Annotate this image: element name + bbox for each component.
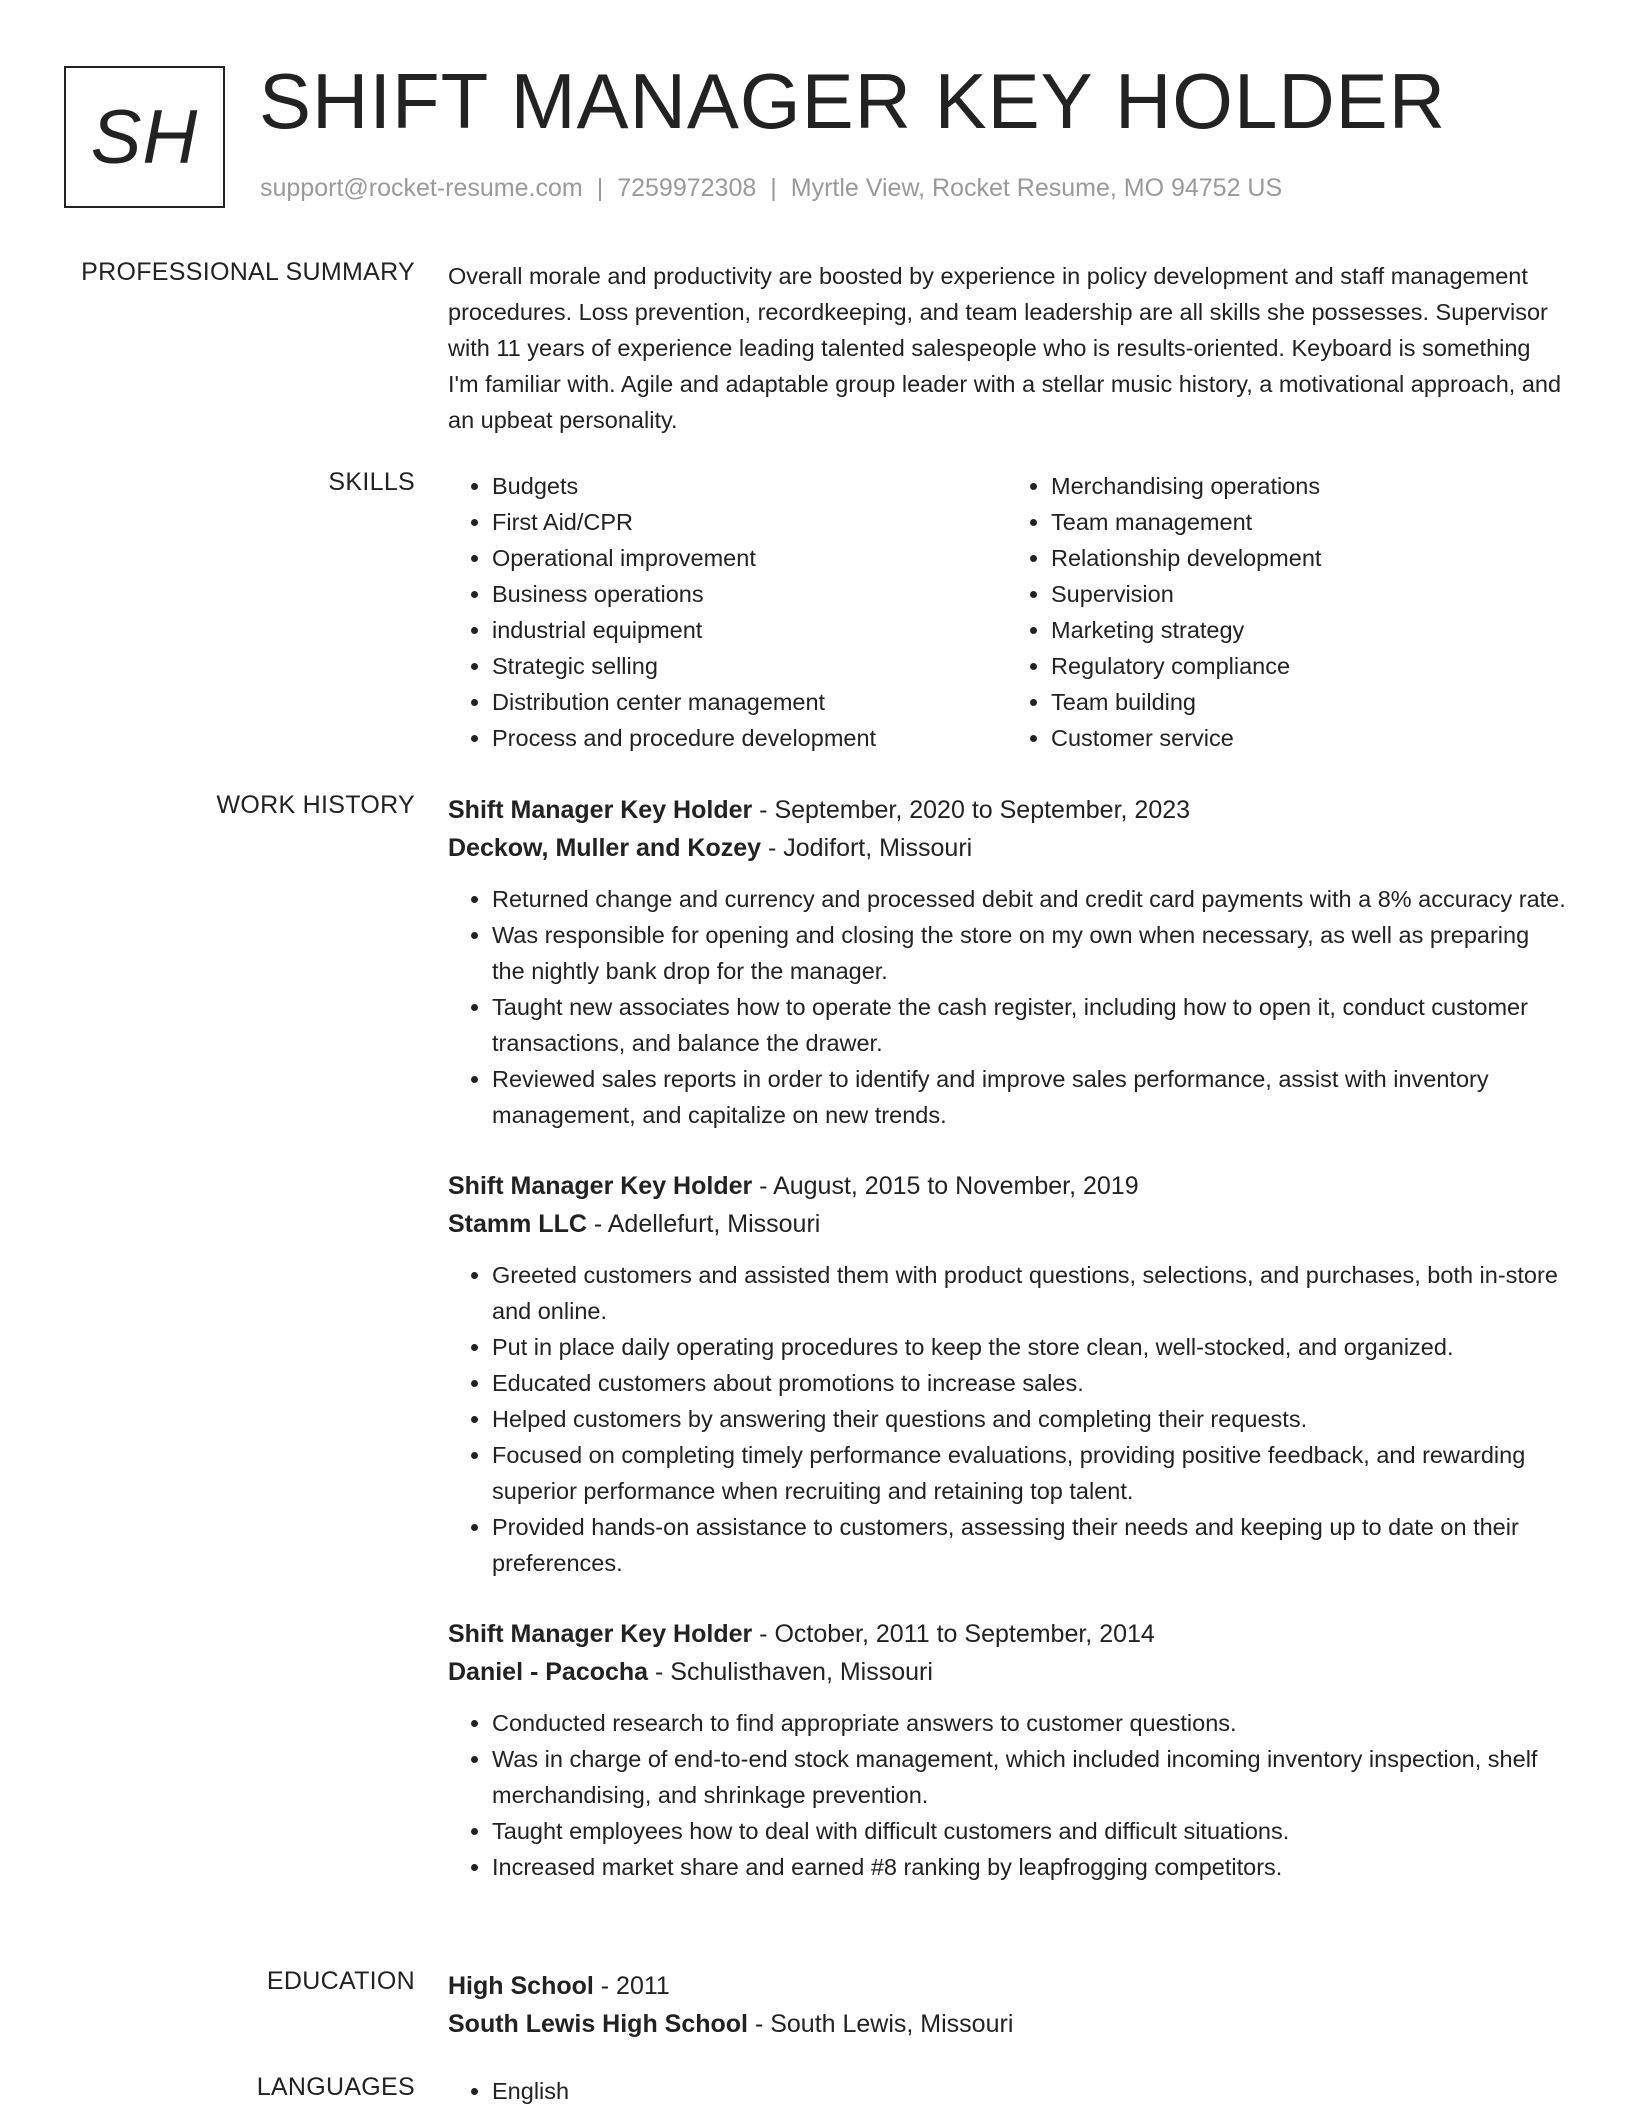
education-school-line (448, 2005, 1566, 2043)
section-label-skills: SKILLS (328, 468, 415, 496)
job-location: - Jodifort, Missouri (761, 834, 973, 862)
section-label-work: WORK HISTORY (216, 791, 415, 819)
job-entry (448, 1167, 1566, 1581)
education-year: - 2011 (593, 1972, 670, 2000)
education-school: South Lewis High School (448, 2010, 748, 2038)
section-label-languages: LANGUAGES (256, 2073, 415, 2101)
list-item: • Returned change and currency and processed debit and credit card payments with a 8% accuracy rate. (492, 881, 1566, 917)
list-item: • Focused on completing timely performance evaluations, providing positive feedback, and rewarding superior performance when recruiting and retaining top talent. (492, 1437, 1566, 1509)
list-item: • Greeted customers and assisted them with product questions, selections, and purchases, both in-store and online. (492, 1257, 1566, 1329)
list-item: • Educated customers about promotions to increase sales. (492, 1365, 1566, 1401)
list-item: • Conducted research to find appropriate answers to customer questions. (492, 1705, 1566, 1741)
job-title-line (448, 791, 1566, 829)
languages-body (448, 2073, 1566, 2109)
skills-list-right (1007, 468, 1566, 756)
job-title: Shift Manager Key Holder (448, 1620, 753, 1648)
list-item: • Distribution center management (492, 684, 1007, 720)
skills-body (448, 468, 1566, 756)
job-company: Daniel - Pacocha (448, 1658, 649, 1686)
list-item: • Team building (1051, 684, 1566, 720)
contact-email: support@rocket-resume.com (260, 174, 583, 202)
contact-separator: | (596, 174, 604, 202)
job-title: Shift Manager Key Holder (448, 796, 753, 824)
summary-text: Overall morale and productivity are boosted by experience in policy development and staff management procedures. Loss prevention, recordkeeping, and team leadership are all skills she possesses. Supervisor with 11 years of experience leading talented salespeople who is results-oriented. Keyboard is something I'm familiar with. Agile and adaptable group leader with a stellar music history, a motivational approach, and an upbeat personality. (448, 263, 1562, 433)
list-item: • English (492, 2073, 1566, 2109)
list-item: • Regulatory compliance (1051, 648, 1566, 684)
list-item: • Business operations (492, 576, 1007, 612)
list-item: • Strategic selling (492, 648, 1007, 684)
contact-separator: | (770, 174, 777, 202)
job-company: Stamm LLC (448, 1210, 587, 1238)
contact-address: Myrtle View, Rocket Resume, MO 94752 US (790, 174, 1283, 202)
summary-body (448, 258, 1566, 438)
education-body (448, 1967, 1566, 2043)
list-item: • Budgets (492, 468, 1007, 504)
list-item: • Process and procedure development (492, 720, 1007, 756)
job-company-line (448, 1653, 1566, 1691)
education-location: - South Lewis, Missouri (748, 2010, 1014, 2038)
education-degree: High School (448, 1972, 594, 2000)
languages-list (448, 2073, 1566, 2109)
list-item: • Team management (1051, 504, 1566, 540)
job-dates: - September, 2020 to September, 2023 (752, 796, 1191, 824)
monogram-box (64, 66, 225, 208)
list-item: • Relationship development (1051, 540, 1566, 576)
list-item: • Marketing strategy (1051, 612, 1566, 648)
section-label-education: EDUCATION (266, 1967, 415, 1995)
list-item: • Reviewed sales reports in order to identify and improve sales performance, assist with inventory management, and capitalize on new trends. (492, 1061, 1566, 1133)
job-title-line (448, 1615, 1566, 1653)
job-company: Deckow, Muller and Kozey (448, 834, 762, 862)
job-dates: - August, 2015 to November, 2019 (752, 1172, 1139, 1200)
list-item: • Was responsible for opening and closing the store on my own when necessary, as well as preparing the nightly bank drop for the manager. (492, 917, 1566, 989)
list-item: • Provided hands-on assistance to customers, assessing their needs and keeping up to date on their preferences. (492, 1509, 1566, 1581)
list-item: • Merchandising operations (1051, 468, 1566, 504)
monogram-initials: SH (90, 94, 199, 180)
job-location: - Schulisthaven, Missouri (648, 1658, 933, 1686)
list-item: • First Aid/CPR (492, 504, 1007, 540)
candidate-name: SHIFT MANAGER KEY HOLDER (259, 57, 1447, 145)
job-title-line (448, 1167, 1566, 1205)
contact-phone: 7259972308 (617, 174, 757, 202)
list-item: • industrial equipment (492, 612, 1007, 648)
contact-line (260, 174, 1282, 203)
list-item: • Supervision (1051, 576, 1566, 612)
list-item: • Taught new associates how to operate the cash register, including how to open it, conduct customer transactions, and balance the drawer. (492, 989, 1566, 1061)
list-item: • Increased market share and earned #8 ranking by leapfrogging competitors. (492, 1849, 1566, 1885)
job-entry (448, 791, 1566, 1133)
job-dates: - October, 2011 to September, 2014 (752, 1620, 1155, 1648)
work-history-body (448, 791, 1566, 1919)
job-bullets (448, 1705, 1566, 1885)
list-item: • Operational improvement (492, 540, 1007, 576)
job-bullets (448, 1257, 1566, 1581)
job-company-line (448, 829, 1566, 867)
job-title: Shift Manager Key Holder (448, 1172, 753, 1200)
list-item: • Was in charge of end-to-end stock management, which included incoming inventory inspection, shelf merchandising, and shrinkage prevention. (492, 1741, 1566, 1813)
job-bullets (448, 881, 1566, 1133)
list-item: • Helped customers by answering their questions and completing their requests. (492, 1401, 1566, 1437)
job-location: - Adellefurt, Missouri (586, 1210, 821, 1238)
list-item: • Put in place daily operating procedures to keep the store clean, well-stocked, and organized. (492, 1329, 1566, 1365)
skills-list-left (448, 468, 1007, 756)
list-item: • Customer service (1051, 720, 1566, 756)
list-item: • Taught employees how to deal with difficult customers and difficult situations. (492, 1813, 1566, 1849)
job-company-line (448, 1205, 1566, 1243)
section-label-summary: PROFESSIONAL SUMMARY (81, 258, 415, 286)
job-entry (448, 1615, 1566, 1885)
education-degree-line (448, 1967, 1566, 2005)
